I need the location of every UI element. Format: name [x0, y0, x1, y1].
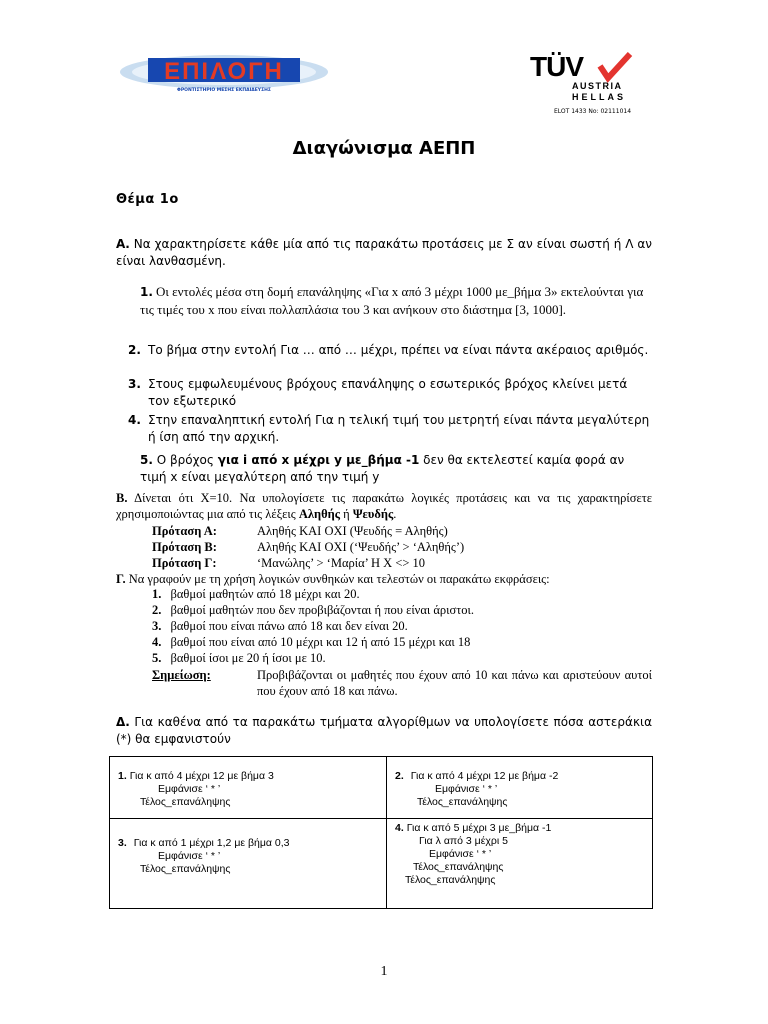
table-cell: 2. Για κ από 4 μέχρι 12 με βήμα -2 Εμφάνισε ‘ * ’ Τέλος_επανάληψης: [387, 757, 653, 819]
logo-left-text: ΕΠΙΛΟΓΗ: [164, 58, 284, 85]
epilogi-logo: [118, 52, 330, 94]
list-item: 2. βαθμοί μαθητών που δεν προβιβάζονται ή που είναι άριστοι.: [152, 603, 475, 617]
proposition-b: Πρόταση Β: Αληθής ΚΑΙ ΟΧΙ (‘Ψευδής’ > ‘Αληθής’): [152, 540, 465, 554]
tuv-cert: ELOT 1433 No: 02111014: [554, 108, 632, 115]
document-title: Διαγώνισμα ΑΕΠΠ: [292, 138, 476, 159]
logo-left-subtitle: ΦΡΟΝΤΙΣΤΗΡΙΟ ΜΕΣΗΣ ΕΚΠΑΙΔΕΥΣΗΣ: [177, 88, 271, 93]
list-item: 4. βαθμοί που είναι από 10 μέχρι και 12 ή από 15 μέχρι και 18: [152, 635, 471, 649]
page-number: 1: [380, 964, 388, 979]
proposition-a: Πρόταση Α: Αληθής ΚΑΙ ΟΧΙ (Ψευδής = Αληθής): [152, 524, 448, 538]
part-b-intro: Β. Δίνεται ότι Χ=10. Να υπολογίσετε τις παρακάτω λογικές προτάσεις και να τις χαρακτηρίσετε χρησιμοποιώντας μια από τις λέξεις Αληθής ή Ψευδής.: [116, 491, 653, 521]
table-cell: 4. Για κ από 5 μέχρι 3 με_βήμα -1 Για λ από 3 μέχρι 5 Εμφάνισε ‘ * ’ Τέλος_επανάληψης Τέλος_επανάληψης: [387, 819, 653, 909]
list-item: 4. Στην επαναληπτική εντολή Για η τελική τιμή του μετρητή είναι πάντα μεγαλύτερη ή ίση από την αρχική.: [128, 413, 650, 444]
checkmark-icon: [600, 54, 630, 78]
list-item: 1. βαθμοί μαθητών από 18 μέχρι και 20.: [152, 587, 360, 601]
note: [152, 667, 652, 699]
proposition-c: Πρόταση Γ: ‘Μανώλης’ > ‘Μαρία’ Η Χ <> 10: [152, 556, 426, 570]
part-c-intro: Γ. Να γραφούν με τη χρήση λογικών συνθηκών και τελεστών οι παρακάτω εκφράσεις:: [116, 572, 550, 586]
list-item: 3. βαθμοί που είναι πάνω από 18 και δεν είναι 20.: [152, 619, 408, 633]
list-item: 5. βαθμοί ίσοι με 20 ή ίσοι με 10.: [152, 651, 326, 665]
table-cell: 3. Για κ από 1 μέχρι 1,2 με βήμα 0,3 Εμφάνισε ‘ * ’ Τέλος_επανάληψης: [110, 819, 387, 909]
part-d-intro: Δ. Για καθένα από τα παρακάτω τμήματα αλγορίθμων να υπολογίσετε πόσα αστεράκια (*) θα εμφανιστούν: [116, 715, 652, 746]
list-item: 1. Οι εντολές μέσα στη δομή επανάληψης «Για x από 3 μέχρι 1000 με_βήμα 3» εκτελούνται για τις τιμές του x που είναι πολλαπλάσια του 3 και ανήκουν στο διάστημα [3, 1000].: [140, 284, 644, 317]
note-text: Προβιβάζονται οι μαθητές που έχουν από 10 και πάνω και αριστεύουν αυτοί που έχουν από 18 και πάνω.: [257, 668, 652, 698]
tuv-line2: HELLAS: [572, 92, 626, 102]
part-a-intro: [116, 236, 652, 270]
part-a-text: Να χαρακτηρίσετε κάθε μία από τις παρακάτω προτάσεις με Σ αν είναι σωστή ή Λ αν είναι λανθασμένη.: [116, 237, 652, 268]
list-item: 5. Ο βρόχος για i από x μέχρι y με_βήμα -1 δεν θα εκτελεστεί καμία φορά αν τιμή x είναι μεγαλύτερη από την τιμή y: [140, 453, 625, 484]
list-item: 2. Το βήμα στην εντολή Για … από … μέχρι, πρέπει να είναι πάντα ακέραιος αριθμός.: [128, 343, 649, 357]
part-a-label: Α.: [116, 237, 130, 251]
tuv-line1: AUSTRIA: [572, 81, 623, 91]
section-heading: Θέμα 1ο: [116, 192, 179, 207]
tuv-brand: TÜV: [530, 52, 583, 82]
table-cell: 1. Για κ από 4 μέχρι 12 με βήμα 3 Εμφάνισε ‘ * ’ Τέλος_επανάληψης: [110, 757, 387, 819]
tuv-logo: [528, 52, 636, 118]
note-label: Σημείωση:: [152, 668, 211, 682]
algorithm-table: [109, 756, 653, 909]
list-item: 3. Στους εμφωλευμένους βρόχους επανάληψης ο εσωτερικός βρόχος κλείνει μετά τον εξωτερικό: [128, 377, 628, 408]
